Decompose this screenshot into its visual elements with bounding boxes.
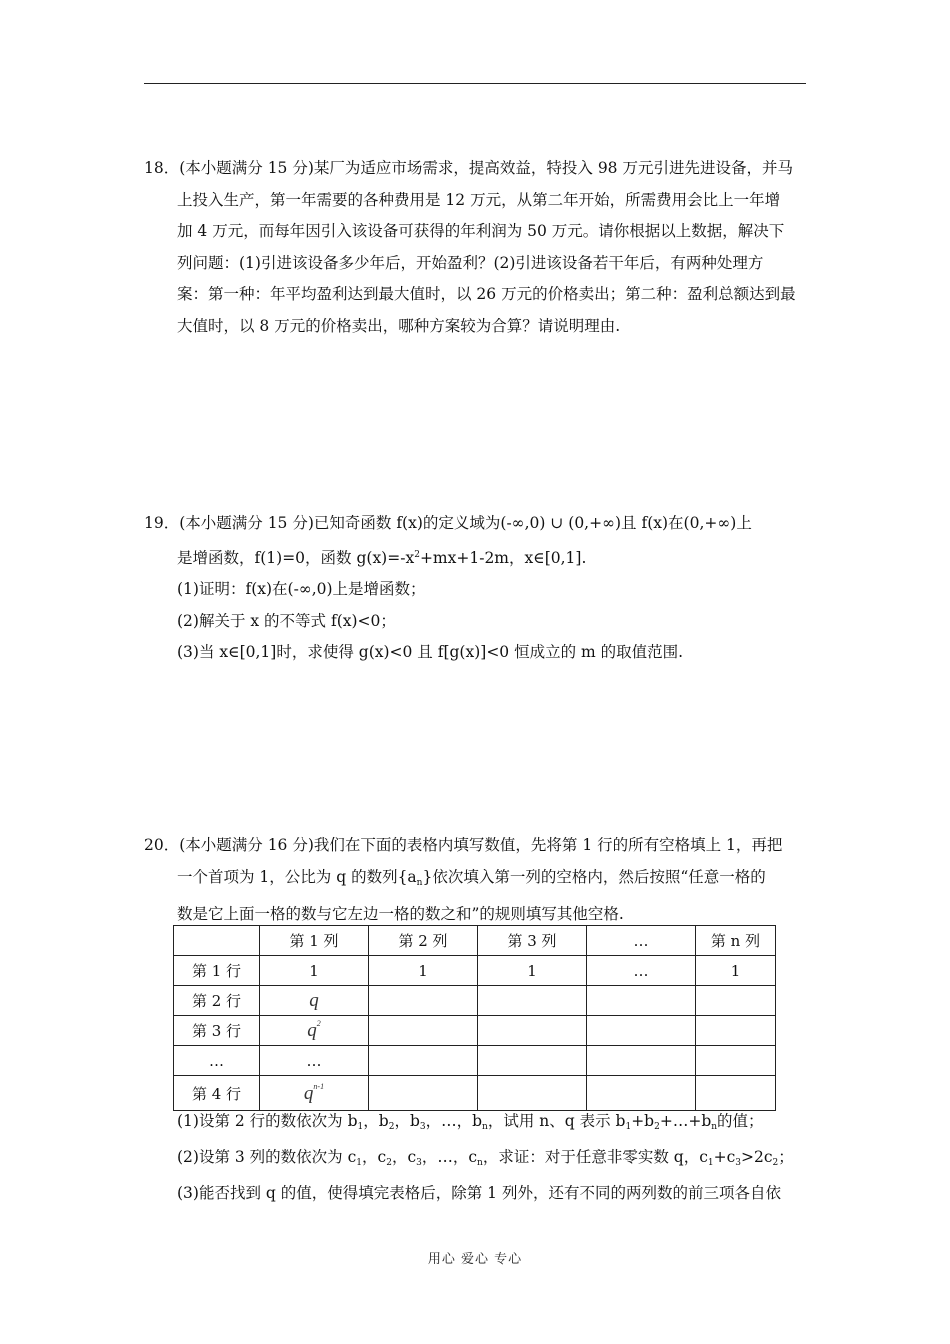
- table-row: [174, 986, 776, 1016]
- problem-18-line: 18．(本小题满分 15 分)某厂为适应市场需求，提高效益，特投入 98 万元引进先进设备，并马: [144, 159, 793, 177]
- table-cell: 1: [369, 956, 478, 986]
- problem-20-part-3: (3)能否找到 q 的值，使得填完表格后，除第 1 列外，还有不同的两列数的前三项各自依: [177, 1184, 781, 1202]
- table-row: [174, 1046, 776, 1076]
- table-cell: 第 1 行: [174, 956, 260, 986]
- table-cell: 1: [696, 956, 776, 986]
- table-cell: [587, 1016, 696, 1046]
- problem-20-line: 数是它上面一格的数与它左边一格的数之和”的规则填写其他空格.: [177, 905, 624, 923]
- table-cell: 1: [478, 956, 587, 986]
- problem-18-line: 大值时，以 8 万元的价格卖出，哪种方案较为合算？请说明理由.: [177, 316, 621, 335]
- problem-20: [144, 830, 809, 931]
- table-cell: 第 2 行: [174, 986, 260, 1016]
- page-footer: 用心 爱心 专心: [427, 1252, 523, 1267]
- number-table: [173, 925, 776, 1111]
- table-cell: 1: [260, 956, 369, 986]
- table-cell: [369, 986, 478, 1016]
- table-cell: [478, 986, 587, 1016]
- table-row: [174, 1016, 776, 1046]
- table-cell: [696, 1016, 776, 1046]
- table-cell: [174, 926, 260, 956]
- table-cell: 第 3 列: [478, 926, 587, 956]
- problem-18-line: 上投入生产，第一年需要的各种费用是 12 万元，从第二年开始，所需费用会比上一年增: [177, 190, 781, 209]
- table-cell-q-squared: $q^2$: [260, 1016, 369, 1046]
- problem-18: [144, 153, 809, 342]
- table-cell: 第 n 列: [696, 926, 776, 956]
- problem-18-line: 列问题：(1)引进该设备多少年后，开始盈利？(2)引进该设备若干年后，有两种处理方: [177, 253, 764, 272]
- table-row: [174, 956, 776, 986]
- problem-18-line: 加 4 万元，而每年因引入该设备可获得的年利润为 50 万元。请你根据以上数据，解决下: [177, 222, 785, 240]
- table-cell: [587, 1046, 696, 1076]
- problem-20-part-1: (1)设第 2 行的数依次为 $b_1$，$b_2$，$b_3$，…，$b_n$，试用 n、q 表示 $b_1+b_2+\dots+b_n$的值；: [177, 1112, 764, 1132]
- table-cell: 第 4 行: [174, 1076, 260, 1111]
- header-rule: [144, 83, 806, 84]
- table-cell: [369, 1046, 478, 1076]
- problem-19-line: 是增函数，f(1)=0，函数 $g(x)=-x^2+mx+1-2m$，x∈[0,1].: [177, 548, 587, 567]
- table-cell: 第 3 行: [174, 1016, 260, 1046]
- problem-19-part-2: (2)解关于 x 的不等式 f(x)<0；: [177, 611, 396, 630]
- problem-20-part-2: (2)设第 3 列的数依次为 $c_1$，$c_2$，$c_3$，…，$c_n$，求证：对于任意非零实数 q，$c_1+c_3>2c_2$；: [177, 1148, 794, 1168]
- problem-18-line: 案：第一种：年平均盈利达到最大值时，以 26 万元的价格卖出；第二种：盈利总额达到最: [177, 285, 796, 303]
- table-cell: 第 2 列: [369, 926, 478, 956]
- table-cell: [696, 986, 776, 1016]
- problem-19-line: 19．(本小题满分 15 分)已知奇函数 f(x)的定义域为(-∞,0) ∪ (0,+∞)且 f(x)在(0,+∞)上: [144, 514, 752, 532]
- table-cell: [369, 1016, 478, 1046]
- problem-20-line: 20．(本小题满分 16 分)我们在下面的表格内填写数值，先将第 1 行的所有空格填上 1，再把: [144, 836, 783, 854]
- table-cell: [478, 1046, 587, 1076]
- table-header-row: [174, 926, 776, 956]
- table-cell: [587, 986, 696, 1016]
- problem-19-part-3: (3)当 x∈[0,1]时，求使得 g(x)<0 且 f[g(x)]<0 恒成立的 m 的取值范围.: [177, 643, 684, 661]
- table-cell-q-power: $q^{n-1}$: [260, 1076, 369, 1111]
- table-cell: …: [587, 956, 696, 986]
- table-cell-q: q: [260, 986, 369, 1016]
- table-cell: …: [174, 1046, 260, 1076]
- problem-20-parts: [144, 1106, 809, 1208]
- table-cell: [696, 1046, 776, 1076]
- table-cell: …: [260, 1046, 369, 1076]
- table-cell: [478, 1016, 587, 1046]
- problem-19: [144, 508, 809, 669]
- table-cell: 第 1 列: [260, 926, 369, 956]
- problem-20-line: 一个首项为 1，公比为 q 的数列$\{a_n\}$依次填入第一列的空格内，然后按照“任意一格的: [177, 867, 766, 888]
- problem-19-part-1: (1)证明：f(x)在(-∞,0)上是增函数；: [177, 580, 426, 598]
- table-cell: …: [587, 926, 696, 956]
